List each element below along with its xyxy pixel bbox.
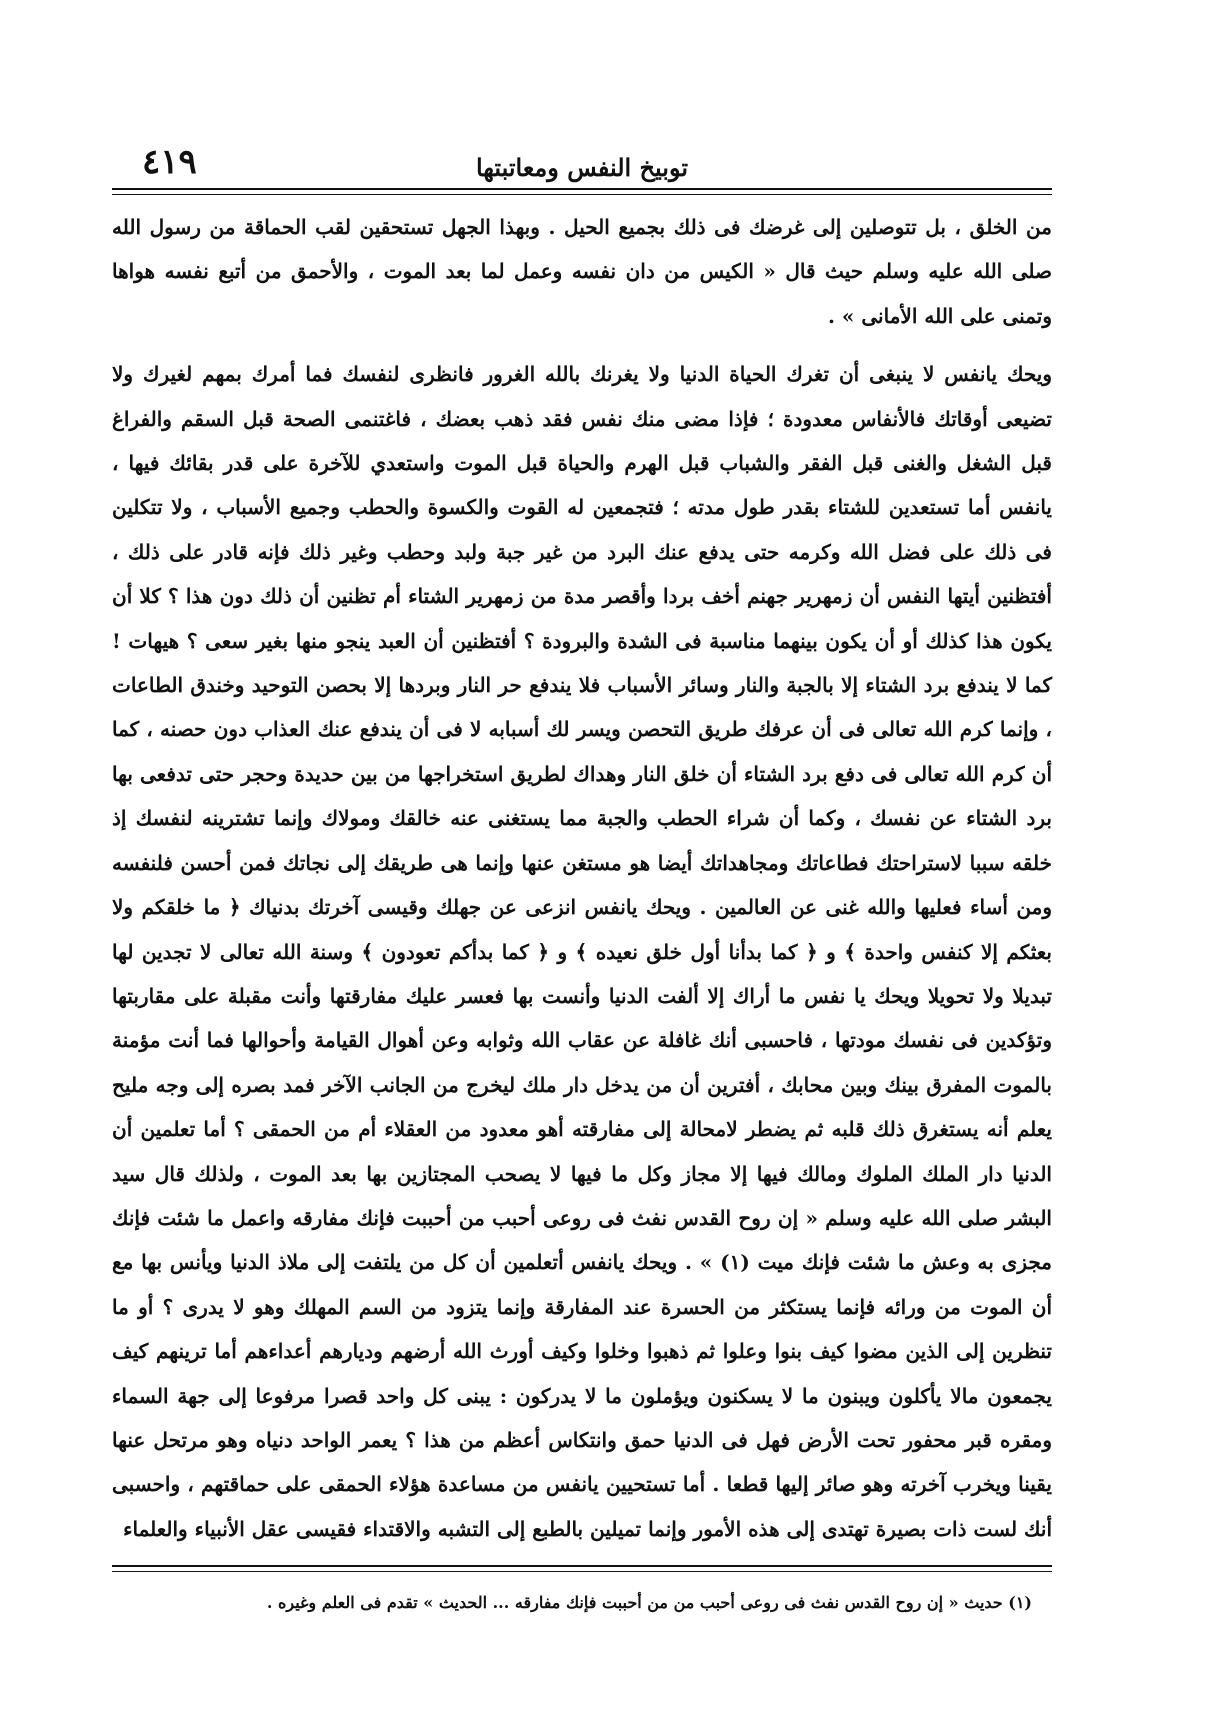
header-rule (112, 188, 1052, 195)
running-title: توبيخ النفس ومعاتبتها (475, 153, 689, 182)
page-number: ٤١٩ (142, 142, 197, 182)
footnote-rule (112, 1565, 1052, 1572)
page-header (112, 130, 1052, 182)
footnote: (١) حديث « إن روح القدس نفث فى روعى أحبب من من أحببت فإنك مفارقه ... الحديث » تقدم فى العلم وغيره . (266, 1593, 1032, 1613)
body-text (112, 205, 1052, 1551)
paragraph-1: من الخلق ، بل تتوصلين إلى غرضك فى ذلك بجميع الحيل . وبهذا الجهل تستحقين لقب الحماقة من رسول الله صلى الله عليه وسلم حيث قال « الكيس من دان نفسه وعمل لما بعد الموت ، والأحمق من أتبع نفسه هواها وتمنى على الله الأمانى » . (112, 215, 1052, 328)
book-page (112, 130, 1052, 1690)
paragraph-2: ويحك يانفس لا ينبغى أن تغرك الحياة الدنيا ولا يغرنك بالله الغرور فانظرى لنفسك فما أمرك بمهم لغيرك ولا تضيعى أوقاتك فالأنفاس معدودة ؛ فإذا مضى منك نفس فقد ذهب بعضك ، فاغتنمى الصحة قبل السقم والفراغ قبل الشغل والغنى قبل الفقر والشباب قبل الهرم والحياة قبل الموت واستعدي للآخرة على قدر بقائك فيها ، يانفس أما تستعدين للشتاء بقدر طول مدته ؛ فتجمعين له القوت والكسوة والحطب وجميع الأسباب ، ولا تتكلين فى ذلك على فضل الله وكرمه حتى يدفع عنك البرد من غير جبة ولبد وحطب وغير ذلك فإنه قادر على ذلك ، أفتظنين أيتها النفس أن زمهرير جهنم أخف بردا وأقصر مدة من زمهرير الشتاء أم تظنين أن ذلك دون هذا ؟ كلا أن يكون هذا كذلك أو أن يكون بينهما مناسبة فى الشدة والبرودة ؟ أفتظنين أن العبد ينجو منها بغير سعى ؟ هيهات ! كما لا يندفع برد الشتاء إلا بالجبة والنار وسائر الأسباب فلا يندفع حر النار وبردها إلا بحصن التوحيد وخندق الطاعات ، وإنما كرم الله تعالى فى أن عرفك طريق التحصن ويسر لك أسبابه لا فى أن يندفع عنك العذاب دون حصنه ، كما أن كرم الله تعالى فى دفع برد الشتاء أن خلق النار وهداك لطريق استخراجها من بين حديدة وحجر حتى تدفعى بها برد الشتاء عن نفسك ، وكما أن شراء الحطب والجبة مما يستغنى عنه خالقك ومولاك وإنما تشترينه لنفسك إذ خلقه سببا لاستراحتك فطاعاتك ومجاهداتك أيضا هو مستغن عنها وإنما هى طريقك إلى نجاتك فمن أحسن فلنفسه ومن أساء فعليها والله غنى عن العالمين . ويحك يانفس انزعى عن جهلك وقيسى آخرتك بدنياك ﴿ ما خلقكم ولا بعثكم إلا كنفس واحدة ﴾ و ﴿ كما بدأنا أول خلق نعيده ﴾ و ﴿ كما بدأكم تعودون ﴾ وسنة الله تعالى لا تجدين لها تبديلا ولا تحويلا ويحك يا نفس ما أراك إلا ألفت الدنيا وأنست بها فعسر عليك مفارقتها وأنت مقبلة على مقاربتها وتؤكدين فى نفسك مودتها ، فاحسبى أنك غافلة عن عقاب الله وثوابه وعن أهوال القيامة وأحوالها فما أنت مؤمنة بالموت المفرق بينك وبين محابك ، أفترين أن من يدخل دار ملك ليخرج من الجانب الآخر فمد بصره إلى وجه مليح يعلم أنه يستغرق ذلك قلبه ثم يضطر لامحالة إلى مفارقته أهو معدود من العقلاء أم من الحمقى ؟ أما تعلمين أن الدنيا دار الملك الملوك ومالك فيها إلا مجاز وكل ما فيها لا يصحب المجتازين بها بعد الموت ، ولذلك قال سيد البشر صلى الله عليه وسلم « إن روح القدس نفث فى روعى أحبب من أحببت فإنك مفارقه واعمل ما شئت فإنك مجزى به وعش ما شئت فإنك ميت (١) » . ويحك يانفس أتعلمين أن كل من يلتفت إلى ملاذ الدنيا ويأنس بها مع أن الموت من ورائه فإنما يستكثر من الحسرة عند المفارقة وإنما يتزود من السم المهلك وهو لا يدرى ؟ أو ما تنظرين إلى الذين مضوا كيف بنوا وعلوا ثم ذهبوا وخلوا وكيف أورث الله أرضهم وديارهم أعداءهم أما ترينهم كيف يجمعون مالا يأكلون ويبنون ما لا يسكنون ويؤملون ما لا يدركون : يبنى كل واحد قصرا مرفوعا إلى جهة السماء ومقره قبر محفور تحت الأرض فهل فى الدنيا حمق وانتكاس أعظم من هذا ؟ يعمر الواحد دنياه وهو مرتحل عنها يقينا ويخرب آخرته وهو صائر إليها قطعا . أما تستحيين يانفس من مساعدة هؤلاء الحمقى على حماقتهم ، واحسبى أنك لست ذات بصيرة تهتدى إلى هذه الأمور وإنما تميلين بالطبع إلى التشبه والاقتداء فقيسى عقل الأنبياء والعلماء (112, 362, 1053, 1541)
